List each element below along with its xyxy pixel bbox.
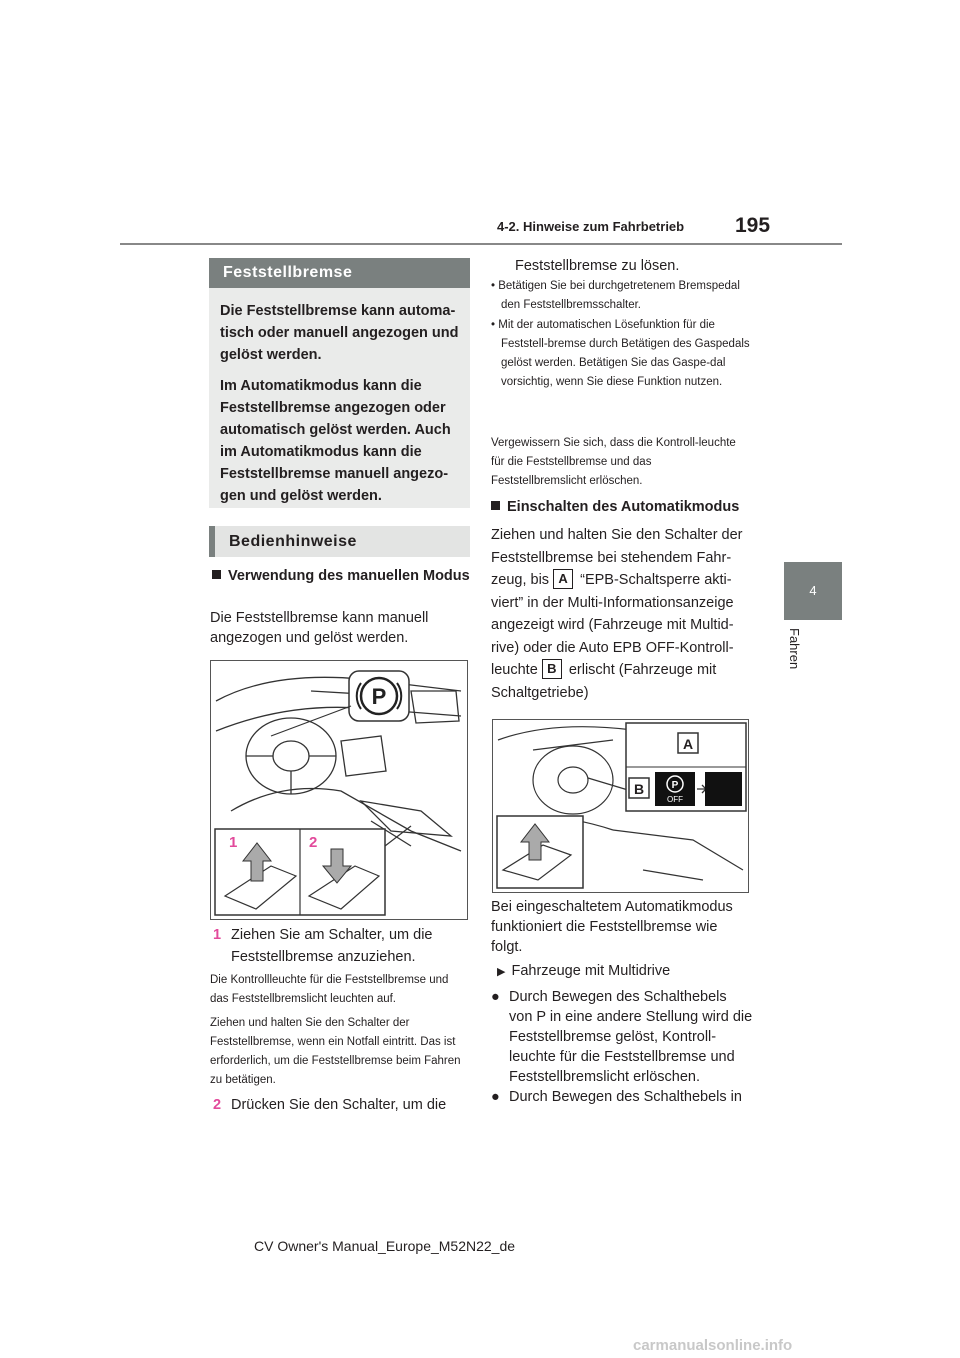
footer-manual-id: CV Owner's Manual_Europe_M52N22_de <box>254 1238 516 1254</box>
after-figure-text: Bei eingeschaltetem Automatikmodus funktioniert die Feststellbremse wie folgt. <box>491 899 733 955</box>
page-number: 195 <box>735 214 771 237</box>
note-2: Ziehen und halten Sie den Schalter der Feststellbremse, wenn ein Notfall eintritt. Das ist erforderlich, um die Feststellbremse beim Fahren zu betätigen. <box>210 1017 461 1086</box>
dot-item-1-text: Durch Bewegen des Schalthebels von P in eine andere Stellung wird die Feststellbremse gelöst, Kontroll-leuchte für die Feststellbremse und Feststellbremslicht erlöschen. <box>509 989 753 1085</box>
chapter-tab: 4 <box>784 562 842 620</box>
auto-mode-text-a: Ziehen und halten Sie den Schalter der Feststellbremse bei stehendem Fahr-zeug, bis <box>491 527 743 588</box>
arrow-item-text: Fahrzeuge mit Multidrive <box>511 963 671 979</box>
dot-item-2-text: Durch Bewegen des Schalthebels in <box>509 1089 742 1105</box>
dot-item-2 <box>491 1087 753 1107</box>
step-2-text: Drücken Sie den Schalter, um die <box>231 1097 447 1113</box>
epb-off-indicator-dark <box>705 772 742 806</box>
square-bullet-icon <box>212 570 221 579</box>
section-title: 4-2. Hinweise zum Fahrbetrieb <box>497 219 685 234</box>
square-bullet-icon <box>491 501 500 510</box>
subheading-auto-mode <box>491 497 751 517</box>
auto-mode-text-c: erlischt (Fahrzeuge mit Schaltgetriebe) <box>491 662 717 701</box>
summary-paragraph-1: Die Feststellbremse kann automa-tisch oder manuell angezogen und gelöst werden. <box>220 303 459 363</box>
step-1 <box>213 924 470 968</box>
figure-label-a: A <box>682 736 694 752</box>
manual-intro: Die Feststellbremse kann manuell angezogen und gelöst werden. <box>210 610 429 646</box>
label-b-box: B <box>542 659 562 679</box>
summary-box <box>209 288 470 508</box>
heading-feststellbremse: Feststellbremse <box>209 258 470 288</box>
dot-item-1 <box>491 987 753 1087</box>
subheading-auto-text: Einschalten des Automatikmodus <box>507 499 740 515</box>
chapter-label: Fahren <box>787 628 802 670</box>
step-1-text: Ziehen Sie am Schalter, um die Feststellbremse anzuziehen. <box>231 927 433 965</box>
dot-bullet-icon: ● <box>491 989 500 1005</box>
auto-mode-paragraph <box>491 524 753 704</box>
bullet-item-2-text: Mit der automatischen Lösefunktion für die Feststell-bremse durch Betätigen des Gaspedals gelöst werden. Betätigen Sie das Gaspe-dal vorsichtig, wenn Sie diese Funktion nutzen. <box>498 319 750 388</box>
auto-mode-illustration <box>493 720 748 892</box>
label-a-box: A <box>553 569 573 589</box>
step-2-number: 2 <box>213 1097 222 1113</box>
step-2 <box>213 1095 470 1115</box>
svg-text:P: P <box>371 684 387 709</box>
note-1: Die Kontrollleuchte für die Feststellbremse und das Feststellbremslicht leuchten auf. <box>210 974 449 1005</box>
auto-mode-text-b: “EPB-Schaltsperre akti-viert” in der Multi-Informationsanzeige angezeigt wird (Fahrzeuge mit Multid-rive) oder die Auto EPB OFF-Kontroll-leuchte <box>491 572 734 678</box>
bullet-item-1: • Betätigen Sie bei durchgetretenem Bremspedal den Feststellbremsschalter. <box>491 280 740 311</box>
figure-label-1: 1 <box>229 834 238 851</box>
subheading-manual-mode <box>212 566 470 586</box>
triangle-arrow-icon: ▶ <box>497 966 506 978</box>
figure-manual-mode <box>210 660 468 920</box>
heading-bedienhinweise: Bedienhinweise <box>209 526 470 557</box>
header-rule <box>120 243 842 245</box>
dot-bullet-icon: ● <box>491 1089 500 1105</box>
watermark: carmanualsonline.info <box>633 1337 793 1354</box>
bullet-item-1-text: Betätigen Sie bei durchgetretenem Bremspedal den Feststellbremsschalter. <box>498 280 740 311</box>
figure-auto-mode <box>492 719 749 893</box>
check-note: Vergewissern Sie sich, dass die Kontroll-leuchte für die Feststellbremse und das Feststellbremslicht erlöschen. <box>491 437 736 487</box>
step-1-number: 1 <box>213 927 222 943</box>
figure-label-2: 2 <box>309 834 318 851</box>
arrow-item <box>497 961 755 982</box>
step-2-continuation: Feststellbremse zu lösen. <box>515 258 680 274</box>
epb-off-label: OFF <box>667 795 683 804</box>
svg-text:P: P <box>671 780 679 791</box>
subheading-text: Verwendung des manuellen Modus <box>228 568 470 584</box>
parking-brake-callout <box>271 671 409 736</box>
figure-label-b: B <box>633 781 645 797</box>
bullet-item-2: • Mit der automatischen Lösefunktion für die Feststell-bremse durch Betätigen des Gaspedals gelöst werden. Betätigen Sie das Gaspe-dal vorsichtig, wenn Sie diese Funktion nutzen. <box>491 319 750 388</box>
summary-paragraph-2: Im Automatikmodus kann die Feststellbremse angezogen oder automatisch gelöst werden. Auch im Automatikmodus kann die Feststellbremse manuell angezo-gen und gelöst werden. <box>220 378 451 504</box>
dashboard-illustration <box>211 661 467 919</box>
